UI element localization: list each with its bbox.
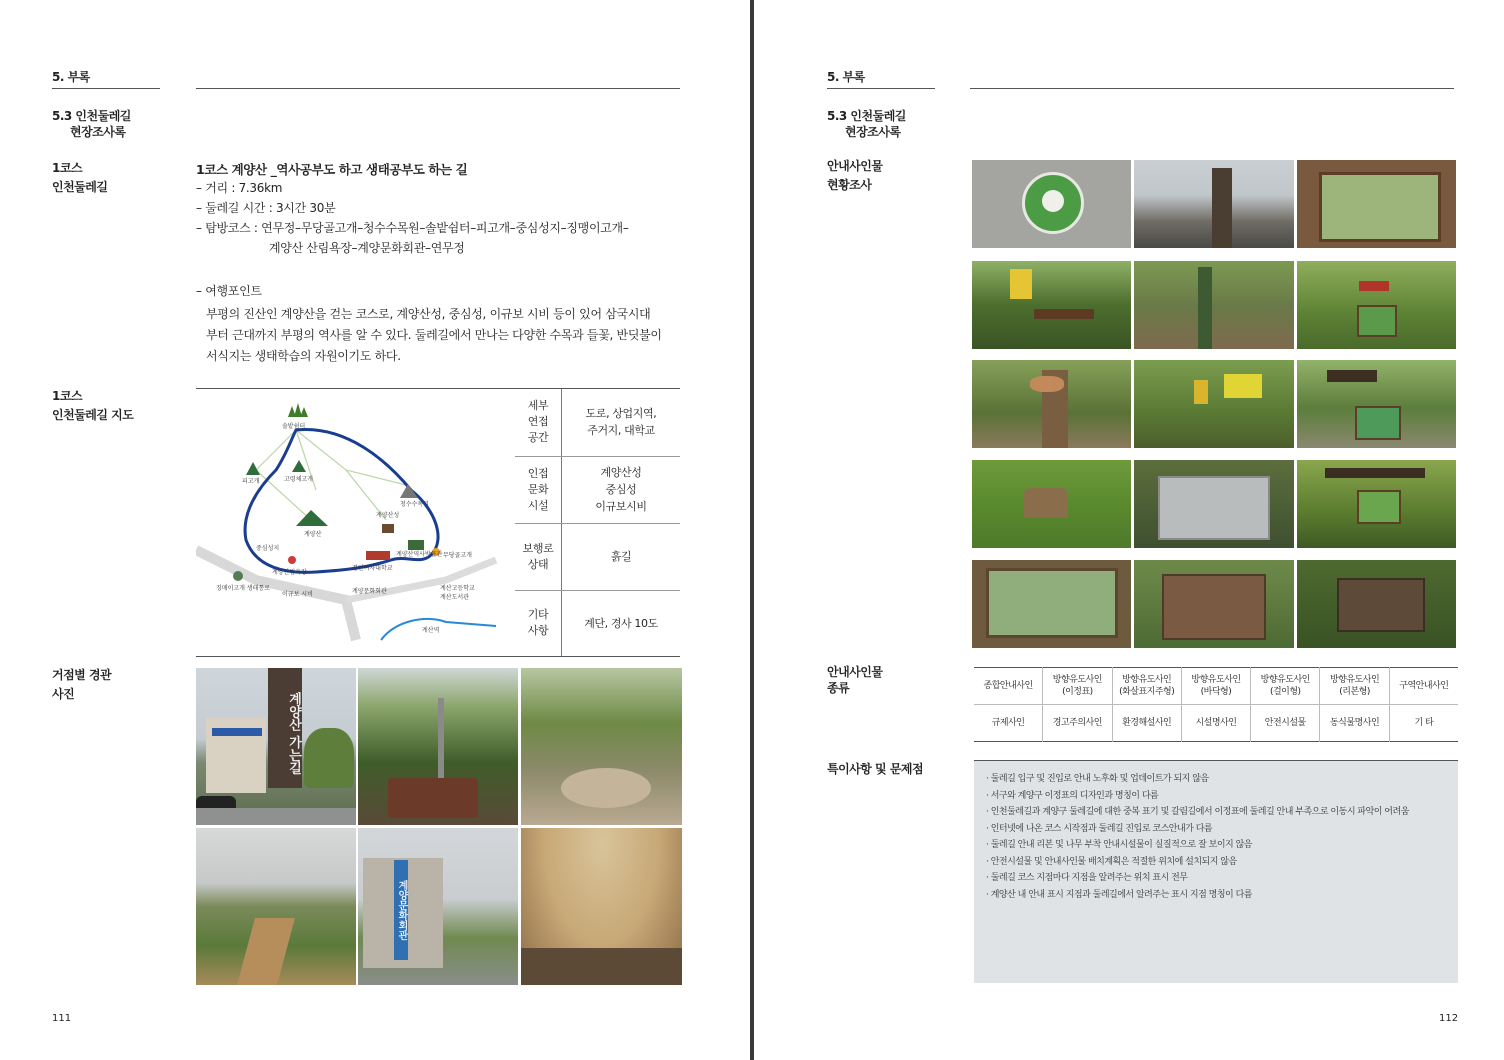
info-key: 보행로 상태 [515,523,562,590]
book-spine [750,0,754,1060]
travel-point-body: 부평의 진산인 계양산을 걷는 코스로, 계양산성, 중심성, 이규보 시비 등이 있어 삼국시대 부터 근대까지 부평의 역사를 알 수 있다. 둘레길에서 만나는 다양한 수목과 들꽃, 반딧불이 서식지는 생태학습의 자원이기도 하다. [206,307,662,363]
sign-status-label: 안내사인물 현황조사 [827,159,883,192]
map-label-jungsim: 중심성지 [256,545,280,552]
map-road [196,550,356,640]
issue-item: · 인천둘레길과 계양구 둘레길에 대한 중복 표기 및 갈림길에서 이정표에 둘레길 안내 부족으로 이동시 파악이 어려움 [986,807,1409,817]
photo-label: 거점별 경관 사진 [52,668,112,701]
course-details: – 거리 : 7.36km – 둘레길 시간 : 3시간 30분 – 탐방코스 : 연무정–무당골고개–청수수목원–솔밭쉼터–피고개–중심성지–징맹이고개– 계양산 산림욕장–계양문화회관–연무정 [196,181,629,255]
map-label-sanseong: 계양산성 [376,512,400,519]
header-rule-short [52,88,160,89]
sign-photo [1134,460,1294,548]
sign-kind-cell: 환경해설사인 [1112,705,1181,742]
map-label-station: 계산역 [422,627,440,634]
course-info-table [515,389,680,656]
info-row [515,456,680,523]
fortress-icon [382,524,394,533]
subsection-title: 5.3 인천둘레길 현장조사록 [52,109,131,139]
sign-kinds-row [974,668,1458,705]
course-title: 1코스 계양산 _역사공부도 하고 생태공부도 하는 길 [196,162,468,177]
map-trails [256,430,406,520]
sign-kind-cell: 안전시설물 [1251,705,1320,742]
sign-photo [1297,560,1456,648]
header-rule-long-right [970,88,1454,89]
issue-item: · 계양산 내 안내 표시 지점과 둘레길에서 알려주는 표시 지점 명칭이 다름 [986,889,1252,900]
map-label-cheongsu: 청수수목원 [400,501,429,508]
tree-icon [300,407,308,417]
map-label-pigogae: 피고개 [242,478,260,485]
sign-kind-cell: 기 타 [1414,718,1434,728]
landscape-photo-shelter [521,828,682,985]
sign-kinds-label: 안내사인물 종류 [827,665,883,695]
sign-kinds-row [974,705,1458,742]
map-label-school2: 계산도서관 [440,594,469,601]
sign-photo [972,261,1131,349]
university-icon [366,551,390,560]
eco-bridge-icon [233,571,243,581]
map-label-museum: 계양산역사박물관 [396,551,443,558]
landscape-photo-view [196,828,356,985]
map-label-forest: 계양산림욕장 [272,569,307,576]
sign-kind-cell: 방향유도사인 (바닥형) [1181,668,1250,705]
sign-kind-cell: 구역안내사인 [1389,668,1458,705]
sign-photo [1297,160,1456,248]
info-row [515,590,680,656]
sign-photo [972,560,1131,648]
mountain-icon [296,510,328,526]
map-label-jingmaeng: 징매이고개 생태통로 [216,585,271,592]
map-label-top: 솔밭쉼터 [282,423,306,430]
museum-icon [408,540,424,550]
sign-photo [1297,360,1456,448]
header-rule-short-right [827,88,935,89]
issues-label: 특이사항 및 문제점 [827,762,924,776]
mountain-icon [292,460,306,472]
subsection-title-right: 5.3 인천둘레길 현장조사록 [827,109,906,139]
section-header-right: 5. 부록 [827,70,865,84]
info-key: 인접 문화 시설 [515,456,562,523]
landscape-photo-forest [358,668,518,825]
issue-item: · 안전시설물 및 안내사인물 배치계획은 적절한 위치에 설치되지 않음 [986,856,1237,867]
map-label-mudang: 무당골고개 [443,552,472,559]
map-bottom-rule [196,656,680,657]
section-header: 5. 부록 [52,70,90,84]
issue-item: · 인터넷에 나온 코스 시작점과 둘레길 진입로 코스안내가 다름 [986,823,1213,834]
sign-photo [972,460,1131,548]
info-row [515,389,680,456]
sign-photo [1134,560,1294,648]
map-label-gyeongin: 경인여자대학교 [352,565,393,572]
issues-list [974,761,1458,903]
map-label-igyubo: 이규보 시비 [282,591,313,598]
sign-photo [1134,261,1294,349]
page-number-right: 112 [1439,1013,1459,1024]
sign-kind-cell: 방향유도사인 (화살표지주형) [1112,668,1181,705]
sign-photo [972,360,1131,448]
landscape-photo-trail [521,668,682,825]
info-row [515,523,680,590]
landscape-photo-sign [196,668,356,825]
sign-kind-cell: 규제사인 [974,705,1043,742]
flower-icon [288,556,296,564]
info-key: 기타 사항 [515,590,562,656]
route-map [196,390,514,656]
issue-item: · 서구와 계양구 이정표의 디자인과 명칭이 다름 [986,790,1159,801]
issue-item: · 둘레길 입구 및 진입로 안내 노후화 및 업데이트가 되지 않음 [986,774,1209,784]
sign-photo [1297,261,1456,349]
mountain-icon [400,484,418,498]
sign-kind-cell: 방향유도사인 (리본형) [1320,668,1389,705]
issue-item: · 둘레길 코스 지점마다 지점을 알려주는 위치 표시 전무 [986,873,1188,883]
travel-point-heading: – 여행포인트 [196,284,262,298]
sign-kind-cell: 경고주의사인 [1043,705,1112,742]
sign-photo [972,160,1131,248]
landscape-photo-culture-hall [358,828,518,985]
sign-photo [1134,360,1294,448]
building-sign-text: 계양문화회관 [394,860,408,960]
info-value: 계단, 경사 10도 [584,616,658,630]
sign-kind-cell: 방향유도사인 (이정표) [1043,668,1112,705]
sign-kind-cell: 동식물명사인 [1320,705,1389,742]
map-label-school1: 계산고등학교 [440,585,475,592]
sign-photo [1134,160,1294,248]
map-label-gyeyangsan: 계양산 [304,531,322,538]
header-rule-long [196,88,680,89]
sign-kind-cell: 종합안내사인 [974,668,1043,705]
issue-item: · 둘레길 안내 리본 및 나무 부착 안내시설물이 실질적으로 잘 보이지 않음 [986,840,1252,850]
sign-post-text: 계양산 가는길 [268,668,302,788]
sign-photo [1297,460,1456,548]
map-label: 1코스 인천둘레길 지도 [52,389,134,422]
sign-kind-cell: 방향유도사인 (걸이형) [1251,668,1320,705]
tree-icon [294,403,302,417]
map-label-culture: 계양문화회관 [352,588,387,595]
info-key: 세부 연접 공간 [515,389,562,456]
map-label-goryeong: 고령체고개 [284,476,313,483]
page-number-left: 111 [52,1013,72,1024]
info-value: 흙길 [562,523,681,590]
issues-box [974,760,1458,983]
info-value: 계양산성 중심성 이규보시비 [562,456,681,523]
sign-kinds-table [974,667,1458,742]
sign-kind-cell: 시설명사인 [1181,705,1250,742]
course-label: 1코스 인천둘레길 [52,161,108,194]
info-value: 도로, 상업지역, 주거지, 대학교 [562,389,681,456]
